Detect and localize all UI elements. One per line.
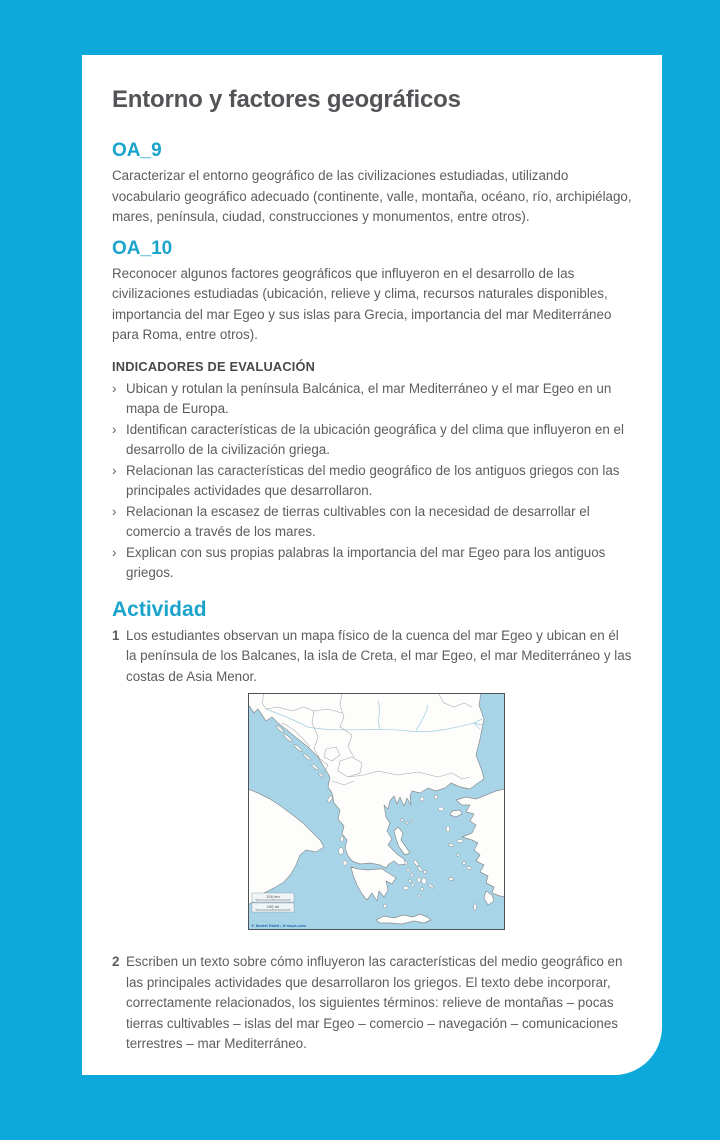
- indicator-item: [112, 543, 632, 584]
- activity-text: Los estudiantes observan un mapa físico de la cuenca del mar Egeo y ubican en él la península de los Balcanes, la isla de Creta, el mar Egeo, el mar Mediterráneo y las costas de Asia Menor.: [126, 627, 632, 684]
- bullet-marker: ›: [112, 462, 117, 478]
- scale-mi-label: 100 mi: [266, 905, 280, 909]
- indicator-text: Identifican características de la ubicación geográfica y del clima que influyeron en el desarrollo de la civilización griega.: [126, 421, 624, 457]
- indicator-text: Relacionan la escasez de tierras cultivables con la necesidad de desarrollar el comercio a través de los mares.: [126, 503, 590, 539]
- oa9-body: Caracterizar el entorno geográfico de las civilizaciones estudiadas, utilizando vocabulario geográfico adecuado (continente, valle, montaña, océano, río, archipiélago, mares, península, ciudad, construcciones y monumentos, entre otros).: [112, 168, 632, 224]
- indicator-item: [112, 502, 632, 543]
- indicator-item: [112, 420, 632, 461]
- bullet-marker: ›: [112, 421, 117, 437]
- activity-item-1: [112, 626, 632, 688]
- indicator-text: Ubican y rotulan la península Balcánica, el mar Mediterráneo y el mar Egeo en un mapa de Europa.: [126, 380, 612, 416]
- bullet-marker: ›: [112, 380, 117, 396]
- bullet-marker: ›: [112, 544, 117, 560]
- oa10-body: Reconocer algunos factores geográficos que influyeron en el desarrollo de las civilizaciones estudiadas (ubicación, relieve y clima, recursos naturales disponibles, importancia del mar Egeo y sus islas para Grecia, importancia del mar Mediterráneo para Roma, entre otros).: [112, 265, 612, 342]
- bullet-marker: ›: [112, 503, 117, 519]
- indicator-text: Relacionan las características del medio geográfico de los antiguos griegos con las principales actividades que desarrollaron.: [126, 462, 620, 498]
- indicator-text: Explican con sus propias palabras la importancia del mar Egeo para los antiguos griegos.: [126, 544, 606, 580]
- content-card: [82, 55, 662, 1075]
- oa10-heading: OA_10: [112, 237, 173, 259]
- activity-heading: Actividad: [112, 597, 207, 621]
- activity-item-2: [112, 952, 632, 1055]
- aegean-map-image: [248, 693, 505, 930]
- scale-km-label: 100 km: [266, 895, 280, 899]
- indicators-heading: INDICADORES DE EVALUACIÓN: [112, 358, 316, 374]
- page-title: Entorno y factores geográficos: [112, 86, 461, 113]
- indicators-list: [112, 379, 632, 584]
- activity-text: Escriben un texto sobre cómo influyeron las características del medio geográfico en las principales actividades que desarrollaron los griegos. El texto debe incorporar, correctamente relacionados, los siguientes términos: relieve de montañas – pocas tierras cultivables – islas del mar Egeo – comercio – navegación – comunicaciones terrestres – mar Mediterráneo.: [126, 954, 623, 1051]
- activity-number: 2: [112, 954, 120, 969]
- indicator-item: [112, 461, 632, 502]
- activity-number: 1: [112, 627, 120, 643]
- indicator-item: [112, 379, 632, 420]
- oa9-heading: OA_9: [112, 140, 162, 161]
- map-credit: © Daniel Dalet / d-maps.com: [251, 924, 306, 928]
